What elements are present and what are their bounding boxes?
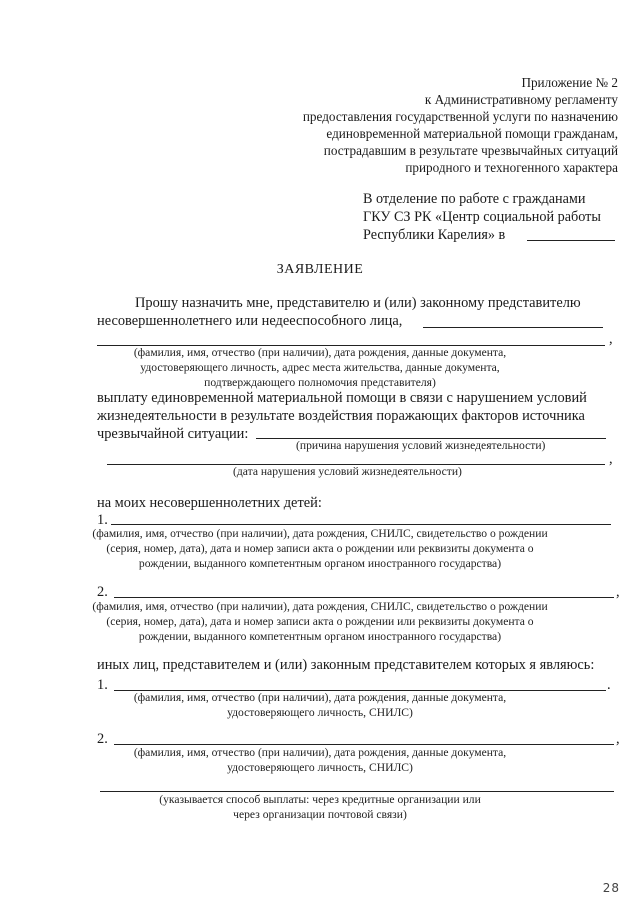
children-2-caption-1: (фамилия, имя, отчество (при наличии), дата рождения, СНИЛС, свидетельство о рождении: [92, 600, 548, 613]
others-1-caption-2: удостоверяющего личность, СНИЛС): [227, 706, 413, 719]
others-heading: иных лиц, представителем и (или) законным представителем которых я являюсь:: [97, 657, 595, 673]
addressee-line-2: ГКУ СЗ РК «Центр социальной работы: [363, 209, 601, 225]
request-caption-2: удостоверяющего личность, адрес места жительства, данные документа,: [140, 361, 500, 374]
appendix-line-5: пострадавшим в результате чрезвычайных ситуаций: [323, 143, 618, 158]
payment-line-1: выплату единовременной материальной помощи в связи с нарушением условий: [97, 390, 587, 406]
others-1-caption-1: (фамилия, имя, отчество (при наличии), дата рождения, данные документа,: [133, 691, 507, 704]
request-blank-1: [423, 327, 603, 328]
request-caption-3: подтверждающего полномочия представителя): [204, 376, 436, 389]
children-heading: на моих несовершеннолетних детей:: [97, 495, 322, 511]
payment-line-3: чрезвычайной ситуации:: [97, 426, 249, 442]
children-1-caption-3: рождении, выданного компетентным органом иностранного государства): [138, 557, 502, 570]
appendix-line-3: предоставления государственной услуги по назначению: [302, 109, 618, 124]
children-1-caption-1: (фамилия, имя, отчество (при наличии), дата рождения, СНИЛС, свидетельство о рождении: [92, 527, 548, 540]
appendix-line-2: к Административному регламенту: [424, 92, 618, 107]
others-item-1-end: .: [607, 677, 611, 693]
document-title: ЗАЯВЛЕНИЕ: [276, 262, 364, 277]
request-comma: ,: [609, 331, 613, 347]
addressee-blank: [527, 240, 615, 241]
payout-caption-2: через организации почтовой связи): [233, 808, 407, 821]
children-item-2-blank: [114, 597, 614, 598]
payout-caption-1: (указывается способ выплаты: через кредитные организации или: [159, 793, 481, 806]
children-item-1-number: 1.: [97, 512, 108, 528]
request-caption-1: (фамилия, имя, отчество (при наличии), дата рождения, данные документа,: [133, 346, 507, 359]
request-line-2: несовершеннолетнего или недееспособного лица,: [97, 313, 403, 329]
others-2-caption-1: (фамилия, имя, отчество (при наличии), дата рождения, данные документа,: [133, 746, 507, 759]
addressee-line-3: Республики Карелия» в: [363, 227, 506, 243]
children-item-2-number: 2.: [97, 584, 108, 600]
children-2-caption-3: рождении, выданного компетентным органом иностранного государства): [138, 630, 502, 643]
appendix-line-6: природного и техногенного характера: [405, 160, 618, 175]
others-2-caption-2: удостоверяющего личность, СНИЛС): [227, 761, 413, 774]
appendix-line-4: единовременной материальной помощи гражданам,: [326, 126, 618, 141]
addressee-line-1: В отделение по работе с гражданами: [363, 191, 586, 207]
payment-line-2: жизнедеятельности в результате воздействия поражающих факторов источника: [97, 408, 585, 424]
others-item-2-comma: ,: [616, 731, 620, 747]
others-item-1-number: 1.: [97, 677, 108, 693]
request-line-1: Прошу назначить мне, представителю и (или) законному представителю: [135, 295, 581, 311]
children-2-caption-2: (серия, номер, дата), дата и номер записи акта о рождении или реквизиты документа о: [106, 615, 534, 628]
children-1-caption-2: (серия, номер, дата), дата и номер записи акта о рождении или реквизиты документа о: [106, 542, 534, 555]
page-number: 28: [602, 881, 620, 895]
children-item-2-comma: ,: [616, 584, 620, 600]
others-item-2-number: 2.: [97, 731, 108, 747]
children-item-1-blank: [111, 524, 611, 525]
payment-date-caption: (дата нарушения условий жизнедеятельности): [233, 465, 462, 478]
appendix-line-1: Приложение № 2: [521, 75, 618, 90]
payment-reason-caption: (причина нарушения условий жизнедеятельности): [296, 439, 546, 452]
payment-comma: ,: [609, 451, 613, 467]
